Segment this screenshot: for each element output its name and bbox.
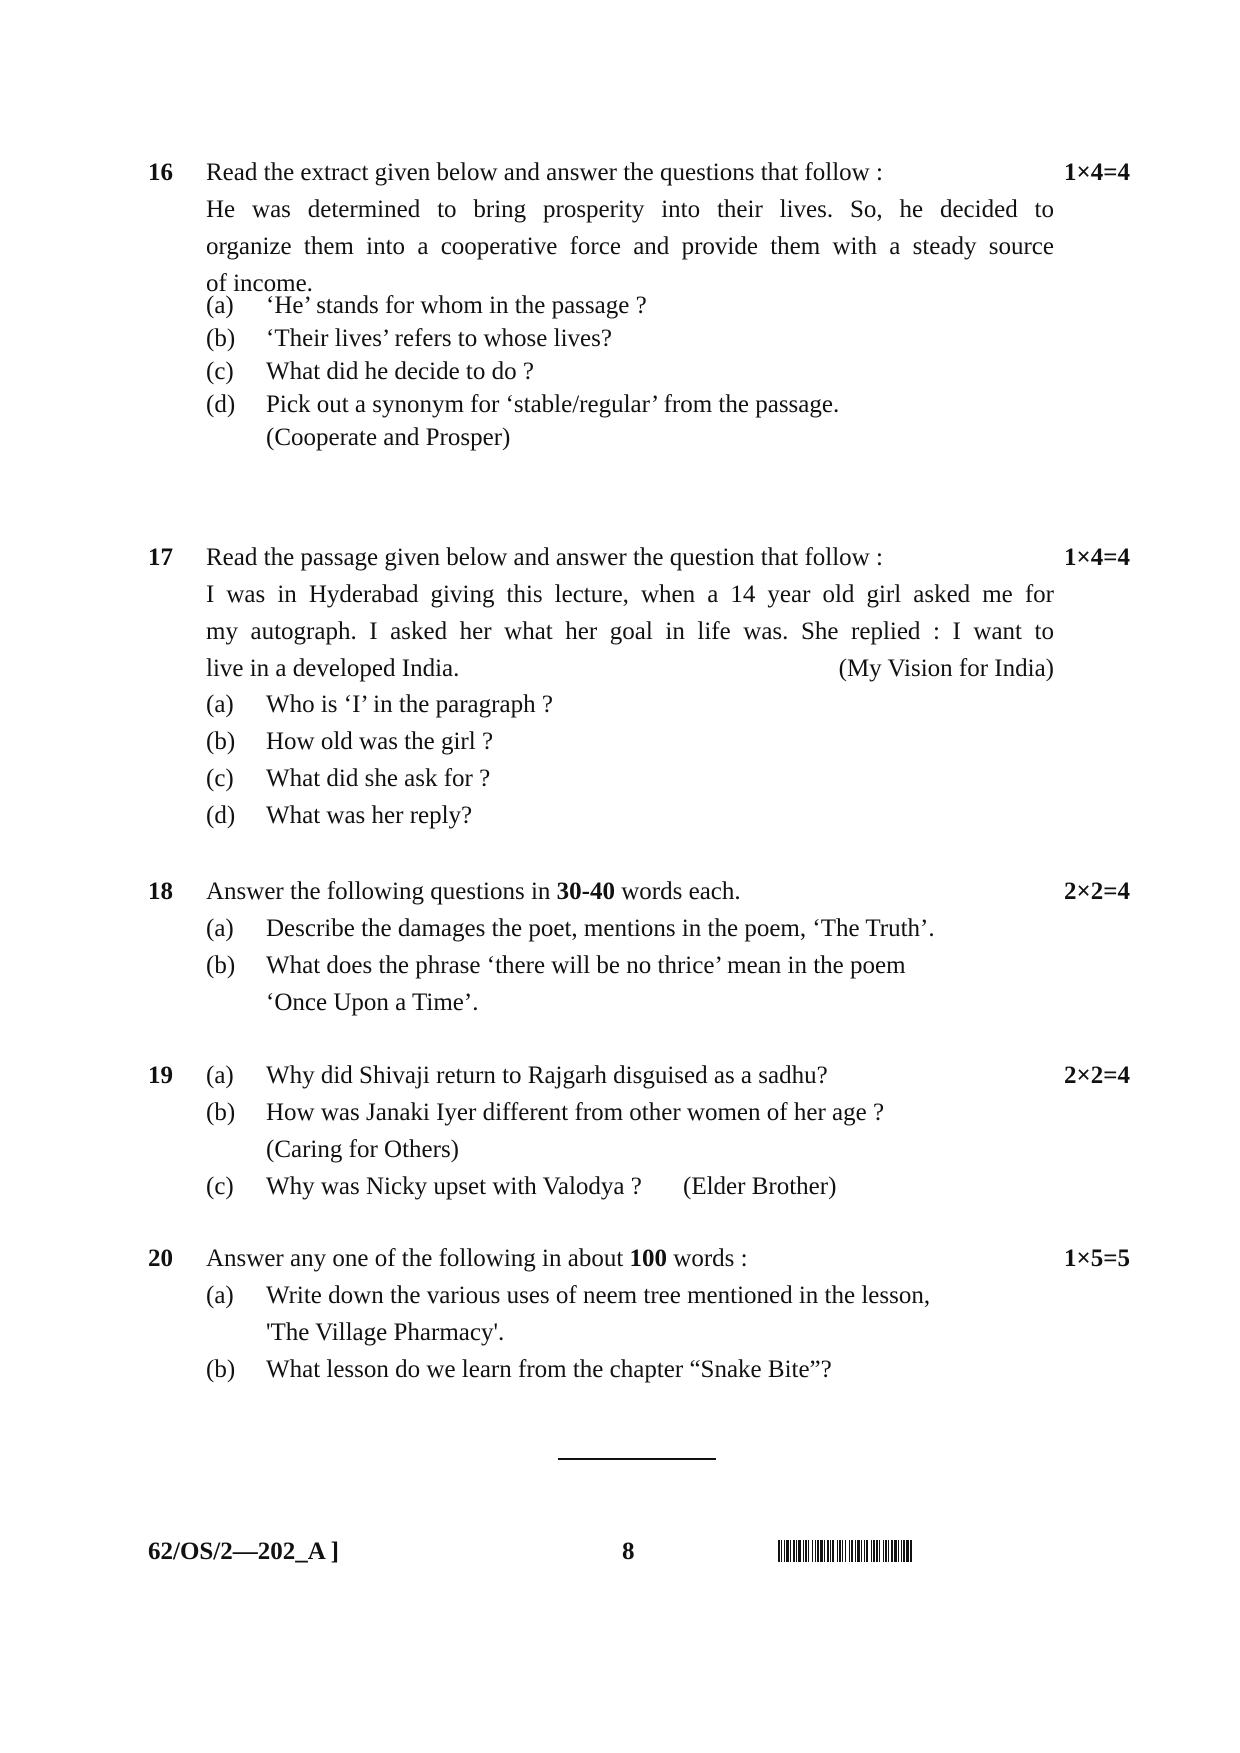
sub-question-text: What was her reply? xyxy=(266,802,473,829)
page-number: 8 xyxy=(622,1538,635,1565)
sub-question xyxy=(206,1351,1046,1388)
source-reference: (Elder Brother) xyxy=(683,1173,837,1200)
sub-question-label: (b) xyxy=(206,325,236,352)
passage-line: He was determined to bring prosperity into their lives. So, he decided to xyxy=(206,196,1054,223)
sub-question xyxy=(206,1094,1046,1131)
sub-question-text: What does the phrase ‘there will be no thrice’ mean in the poem xyxy=(266,952,906,979)
question-number: 17 xyxy=(148,544,173,571)
sub-question-label: (b) xyxy=(206,728,236,755)
sub-question-text: How was Janaki Iyer different from other women of her age ? xyxy=(266,1099,885,1126)
question-instruction: Read the passage given below and answer the question that follow : xyxy=(206,544,883,571)
instruction-text: Answer any one of the following in about xyxy=(206,1245,630,1272)
word-limit: 100 xyxy=(629,1245,668,1272)
marks-allocation: 1×4=4 xyxy=(1064,159,1130,186)
question-instruction xyxy=(206,1240,1006,1277)
sub-question xyxy=(206,1277,1046,1314)
sub-question-text: How old was the girl ? xyxy=(266,728,494,755)
sub-question xyxy=(206,947,1046,984)
instruction-text: words : xyxy=(667,1245,748,1272)
sub-question xyxy=(206,287,1046,324)
sub-question-text: What lesson do we learn from the chapter “Snake Bite”? xyxy=(266,1356,832,1383)
sub-question-continuation: ‘Once Upon a Time’. xyxy=(266,989,479,1016)
sub-question xyxy=(206,386,1046,423)
marks-allocation: 2×2=4 xyxy=(1064,878,1130,905)
question-instruction: Read the extract given below and answer the questions that follow : xyxy=(206,159,883,186)
sub-question-text: Pick out a synonym for ‘stable/regular’ from the passage. xyxy=(266,391,840,418)
question-number: 16 xyxy=(148,159,173,186)
sub-question-label: (d) xyxy=(206,391,236,418)
marks-allocation: 1×5=5 xyxy=(1064,1245,1130,1272)
sub-question-label: (c) xyxy=(206,765,234,792)
sub-question-text: Why was Nicky upset with Valodya ? xyxy=(266,1173,642,1200)
sub-question-text: Describe the damages the poet, mentions in the poem, ‘The Truth’. xyxy=(266,915,935,942)
sub-question-label: (c) xyxy=(206,1173,234,1200)
passage-line: my autograph. I asked her what her goal in life was. She replied : I want to xyxy=(206,618,1054,645)
sub-question xyxy=(206,797,1046,834)
question-number: 18 xyxy=(148,878,173,905)
sub-question-label: (a) xyxy=(206,691,234,718)
sub-question xyxy=(206,723,1046,760)
marks-allocation: 1×4=4 xyxy=(1064,544,1130,571)
instruction-text: words each. xyxy=(615,878,741,905)
question-16 xyxy=(148,154,1130,454)
sub-question-text: What did he decide to do ? xyxy=(266,358,534,385)
sub-question xyxy=(206,1168,1046,1205)
sub-question xyxy=(206,353,1046,390)
sub-question xyxy=(206,320,1046,357)
source-reference: (Caring for Others) xyxy=(266,1136,459,1163)
sub-question-label: (b) xyxy=(206,952,236,979)
question-19 xyxy=(148,1057,1130,1207)
sub-question-label: (a) xyxy=(206,292,234,319)
sub-question-label: (a) xyxy=(206,915,234,942)
sub-question-text: Write down the various uses of neem tree mentioned in the lesson, xyxy=(266,1282,931,1309)
instruction-text: Answer the following questions in xyxy=(206,878,557,905)
paper-code: 62/OS/2—202_A ] xyxy=(148,1538,339,1565)
question-instruction xyxy=(206,873,1006,910)
sub-question xyxy=(206,910,1046,947)
sub-question-text: Why did Shivaji return to Rajgarh disguised as a sadhu? xyxy=(266,1062,828,1089)
sub-question-text: ‘He’ stands for whom in the passage ? xyxy=(266,292,647,319)
passage-line: live in a developed India. xyxy=(206,655,460,682)
word-limit: 30-40 xyxy=(556,878,615,905)
sub-question xyxy=(206,760,1046,797)
question-17 xyxy=(148,539,1130,839)
sub-question xyxy=(206,686,1046,723)
source-reference: (Cooperate and Prosper) xyxy=(266,424,511,451)
question-20 xyxy=(148,1240,1130,1390)
sub-question-continuation: 'The Village Pharmacy'. xyxy=(266,1319,505,1346)
sub-question-text: ‘Their lives’ refers to whose lives? xyxy=(266,325,612,352)
sub-question-label: (c) xyxy=(206,358,234,385)
barcode-icon xyxy=(778,1540,1000,1562)
question-number: 20 xyxy=(148,1245,173,1272)
question-number: 19 xyxy=(148,1062,173,1089)
sub-question-label: (d) xyxy=(206,802,236,829)
sub-question xyxy=(206,1057,1046,1094)
passage-line: I was in Hyderabad giving this lecture, when a 14 year old girl asked me for xyxy=(206,581,1054,608)
source-reference: (My Vision for India) xyxy=(838,655,1054,682)
marks-allocation: 2×2=4 xyxy=(1064,1062,1130,1089)
sub-question-label: (a) xyxy=(206,1282,234,1309)
sub-question-label: (b) xyxy=(206,1099,236,1126)
sub-question-label: (a) xyxy=(206,1062,234,1089)
sub-question-label: (b) xyxy=(206,1356,236,1383)
passage-line: organize them into a cooperative force and provide them with a steady source xyxy=(206,233,1054,260)
end-rule-divider xyxy=(558,1458,716,1460)
passage-line: of income. xyxy=(206,270,313,297)
question-18 xyxy=(148,873,1130,1023)
sub-question-text: Who is ‘I’ in the paragraph ? xyxy=(266,691,553,718)
extract-passage xyxy=(206,191,1054,302)
sub-question-text: What did she ask for ? xyxy=(266,765,491,792)
